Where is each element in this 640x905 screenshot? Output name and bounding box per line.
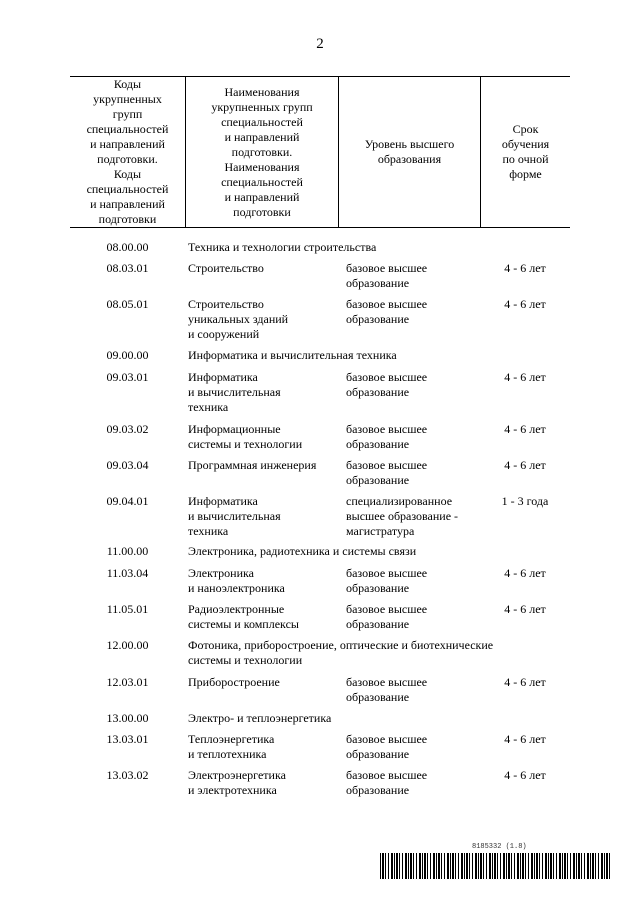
row-duration: 4 - 6 лет bbox=[504, 675, 546, 689]
row-duration: 4 - 6 лет bbox=[504, 261, 546, 275]
group-title: Фотоника, приборостроение, оптические и биотехнические системы и технологии bbox=[188, 638, 494, 667]
row-level: базовое высшее образование bbox=[346, 768, 428, 797]
row-name: Электроника и наноэлектроника bbox=[188, 566, 285, 595]
barcode-stripes bbox=[380, 853, 610, 879]
row-name: Информатика и вычислительная техника bbox=[188, 494, 281, 538]
group-title: Техника и технологии строительства bbox=[188, 240, 377, 254]
row-name: Программная инженерия bbox=[188, 458, 317, 472]
row-code: 13.03.01 bbox=[106, 732, 149, 746]
group-title: Электроника, радиотехника и системы связи bbox=[188, 544, 417, 558]
row-code: 11.05.01 bbox=[106, 602, 149, 616]
page-number: 2 bbox=[316, 36, 324, 52]
group-title: Информатика и вычислительная техника bbox=[188, 348, 397, 362]
row-code: 09.03.04 bbox=[106, 458, 149, 472]
row-duration: 4 - 6 лет bbox=[504, 297, 546, 311]
row-name: Электроэнергетика и электротехника bbox=[188, 768, 286, 797]
row-level: базовое высшее образование bbox=[346, 602, 428, 631]
table-header bbox=[70, 76, 570, 228]
row-name: Теплоэнергетика и теплотехника bbox=[188, 732, 275, 761]
row-name: Строительство bbox=[188, 261, 264, 275]
row-code: 09.04.01 bbox=[106, 494, 149, 508]
row-code: 09.00.00 bbox=[106, 348, 149, 362]
row-code: 09.03.01 bbox=[106, 370, 149, 384]
row-duration: 4 - 6 лет bbox=[504, 370, 546, 384]
header-level: Уровень высшего образования bbox=[338, 77, 480, 227]
barcode bbox=[380, 843, 610, 881]
row-duration: 4 - 6 лет bbox=[504, 768, 546, 782]
group-title: Электро- и теплоэнергетика bbox=[188, 711, 332, 725]
row-level: базовое высшее образование bbox=[346, 297, 428, 326]
row-code: 13.00.00 bbox=[106, 711, 149, 725]
row-level: базовое высшее образование bbox=[346, 566, 428, 595]
row-name: Приборостроение bbox=[188, 675, 280, 689]
row-duration: 4 - 6 лет bbox=[504, 732, 546, 746]
row-name: Радиоэлектронные системы и комплексы bbox=[188, 602, 299, 631]
row-duration: 4 - 6 лет bbox=[504, 566, 546, 580]
row-code: 11.03.04 bbox=[106, 566, 149, 580]
row-level: базовое высшее образование bbox=[346, 732, 428, 761]
barcode-number: 8185332 (1.8) bbox=[472, 843, 527, 851]
row-code: 11.00.00 bbox=[106, 544, 149, 558]
row-level: базовое высшее образование bbox=[346, 458, 428, 487]
row-duration: 4 - 6 лет bbox=[504, 458, 546, 472]
row-name: Информатика и вычислительная техника bbox=[188, 370, 281, 414]
row-name: Строительство уникальных зданий и сооружений bbox=[188, 297, 289, 341]
row-duration: 4 - 6 лет bbox=[504, 602, 546, 616]
row-code: 09.03.02 bbox=[106, 422, 149, 436]
header-names: Наименования укрупненных групп специальностей и направлений подготовки. Наименования специальностей и направлений подготовки bbox=[185, 77, 338, 227]
row-code: 08.05.01 bbox=[106, 297, 149, 311]
row-name: Информационные системы и технологии bbox=[188, 422, 303, 451]
row-duration: 4 - 6 лет bbox=[504, 422, 546, 436]
row-duration: 1 - 3 года bbox=[501, 494, 549, 508]
row-level: базовое высшее образование bbox=[346, 261, 428, 290]
row-level: базовое высшее образование bbox=[346, 370, 428, 399]
header-codes: Коды укрупненных групп специальностей и направлений подготовки. Коды специальностей и направлений подготовки bbox=[86, 77, 169, 226]
row-code: 12.03.01 bbox=[106, 675, 149, 689]
row-code: 08.03.01 bbox=[106, 261, 149, 275]
header-duration: Срок обучения по очной форме bbox=[480, 77, 570, 227]
row-code: 12.00.00 bbox=[106, 638, 149, 652]
row-level: базовое высшее образование bbox=[346, 675, 428, 704]
row-code: 13.03.02 bbox=[106, 768, 149, 782]
row-level: базовое высшее образование bbox=[346, 422, 428, 451]
row-code: 08.00.00 bbox=[106, 240, 149, 254]
row-level: специализированное высшее образование - магистратура bbox=[346, 494, 459, 538]
